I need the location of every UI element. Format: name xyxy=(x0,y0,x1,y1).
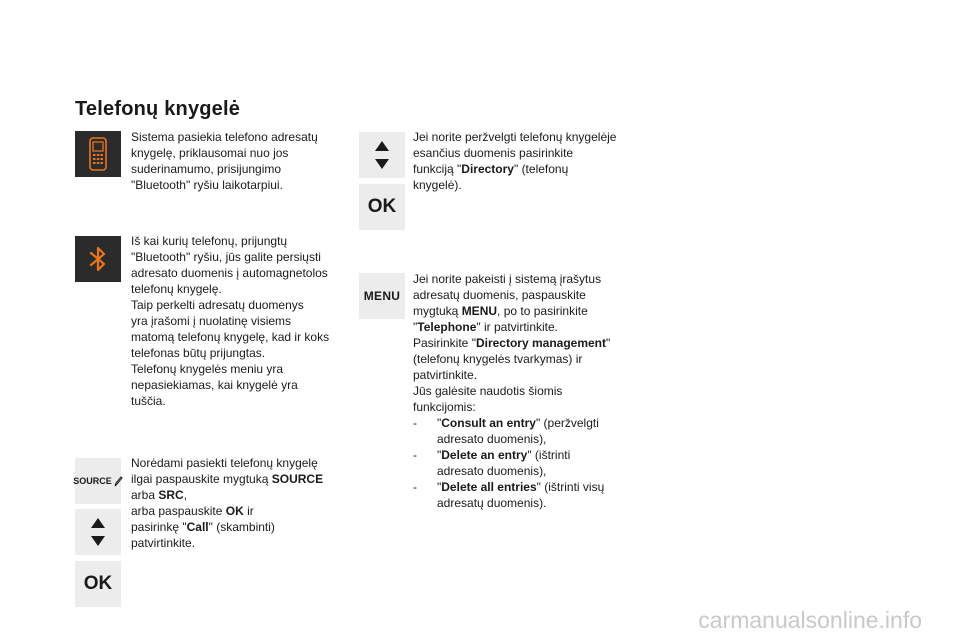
page-title: Telefonų knygelė xyxy=(75,98,241,120)
phone-tile xyxy=(75,131,121,177)
menu-label: MENU xyxy=(363,289,401,303)
right-paragraph-2: Jei norite pakeisti į sistemą įrašytus adresatų duomenis, paspauskite mygtuką MENU, po to pasirinkite "Telephone" ir patvirtinkite. Pasirinkite "Directory management" (telefonų knygelės tvarkymas) ir patvirtinkite. Jūs galėsite naudotis šiomis funkcijomis: - "Consult an entry" (peržvelgti adresato duomenis), - "Delete an entry" (ištrinti adresato duomenis), - "Delete all entries" (ištrinti visų adresatų duomenis). xyxy=(413,272,611,510)
pen-icon xyxy=(113,475,123,487)
up-down-arrows-icon xyxy=(372,138,392,172)
watermark: carmanualsonline.info xyxy=(698,607,922,633)
ok-button-right[interactable] xyxy=(359,184,405,230)
ok-label: OK xyxy=(367,196,397,217)
menu-button[interactable] xyxy=(359,273,405,319)
bluetooth-icon xyxy=(89,245,107,273)
left-paragraph-2: Iš kai kurių telefonų, prijungtų "Bluetooth" ryšiu, jūs galite persiųsti adresato duomenis į automagnetolos telefonų knygelę. Taip perkelti adresatų duomenys yra įrašomi į nuolatinę visiems matomą telefonų knygelę, kad ir koks telefonas būtų prijungtas. Telefonų knygelės meniu yra nepasiekiamas, kai knygelė yra tuščia. xyxy=(131,234,330,408)
list-item: - "Delete an entry" (ištrinti xyxy=(413,448,571,462)
source-button[interactable] xyxy=(75,458,121,504)
source-label: SOURCE xyxy=(73,476,112,486)
phone-icon xyxy=(87,137,109,171)
list-item: - "Consult an entry" (peržvelgti xyxy=(413,416,599,430)
up-down-arrows-button-right[interactable] xyxy=(359,132,405,178)
list-item: - "Delete all entries" (ištrinti visų xyxy=(413,480,605,494)
ok-label: OK xyxy=(83,573,113,594)
left-paragraph-1: Sistema pasiekia telefono adresatų knygelę, priklausomai nuo jos suderinamumo, prisijungimo "Bluetooth" ryšiu laikotarpiui. xyxy=(131,130,318,192)
left-paragraph-3: Norėdami pasiekti telefonų knygelę ilgai paspauskite mygtuką SOURCE arba SRC, arba paspauskite OK ir pasirinkę "Call" (skambinti) patvirtinkite. xyxy=(131,456,324,550)
right-paragraph-1: Jei norite peržvelgti telefonų knygelėje esančius duomenis pasirinkite funkciją "Directory" (telefonų knygelė). xyxy=(413,130,617,192)
ok-button-left[interactable] xyxy=(75,561,121,607)
up-down-arrows-icon xyxy=(88,515,108,549)
bluetooth-tile xyxy=(75,236,121,282)
up-down-arrows-button[interactable] xyxy=(75,509,121,555)
